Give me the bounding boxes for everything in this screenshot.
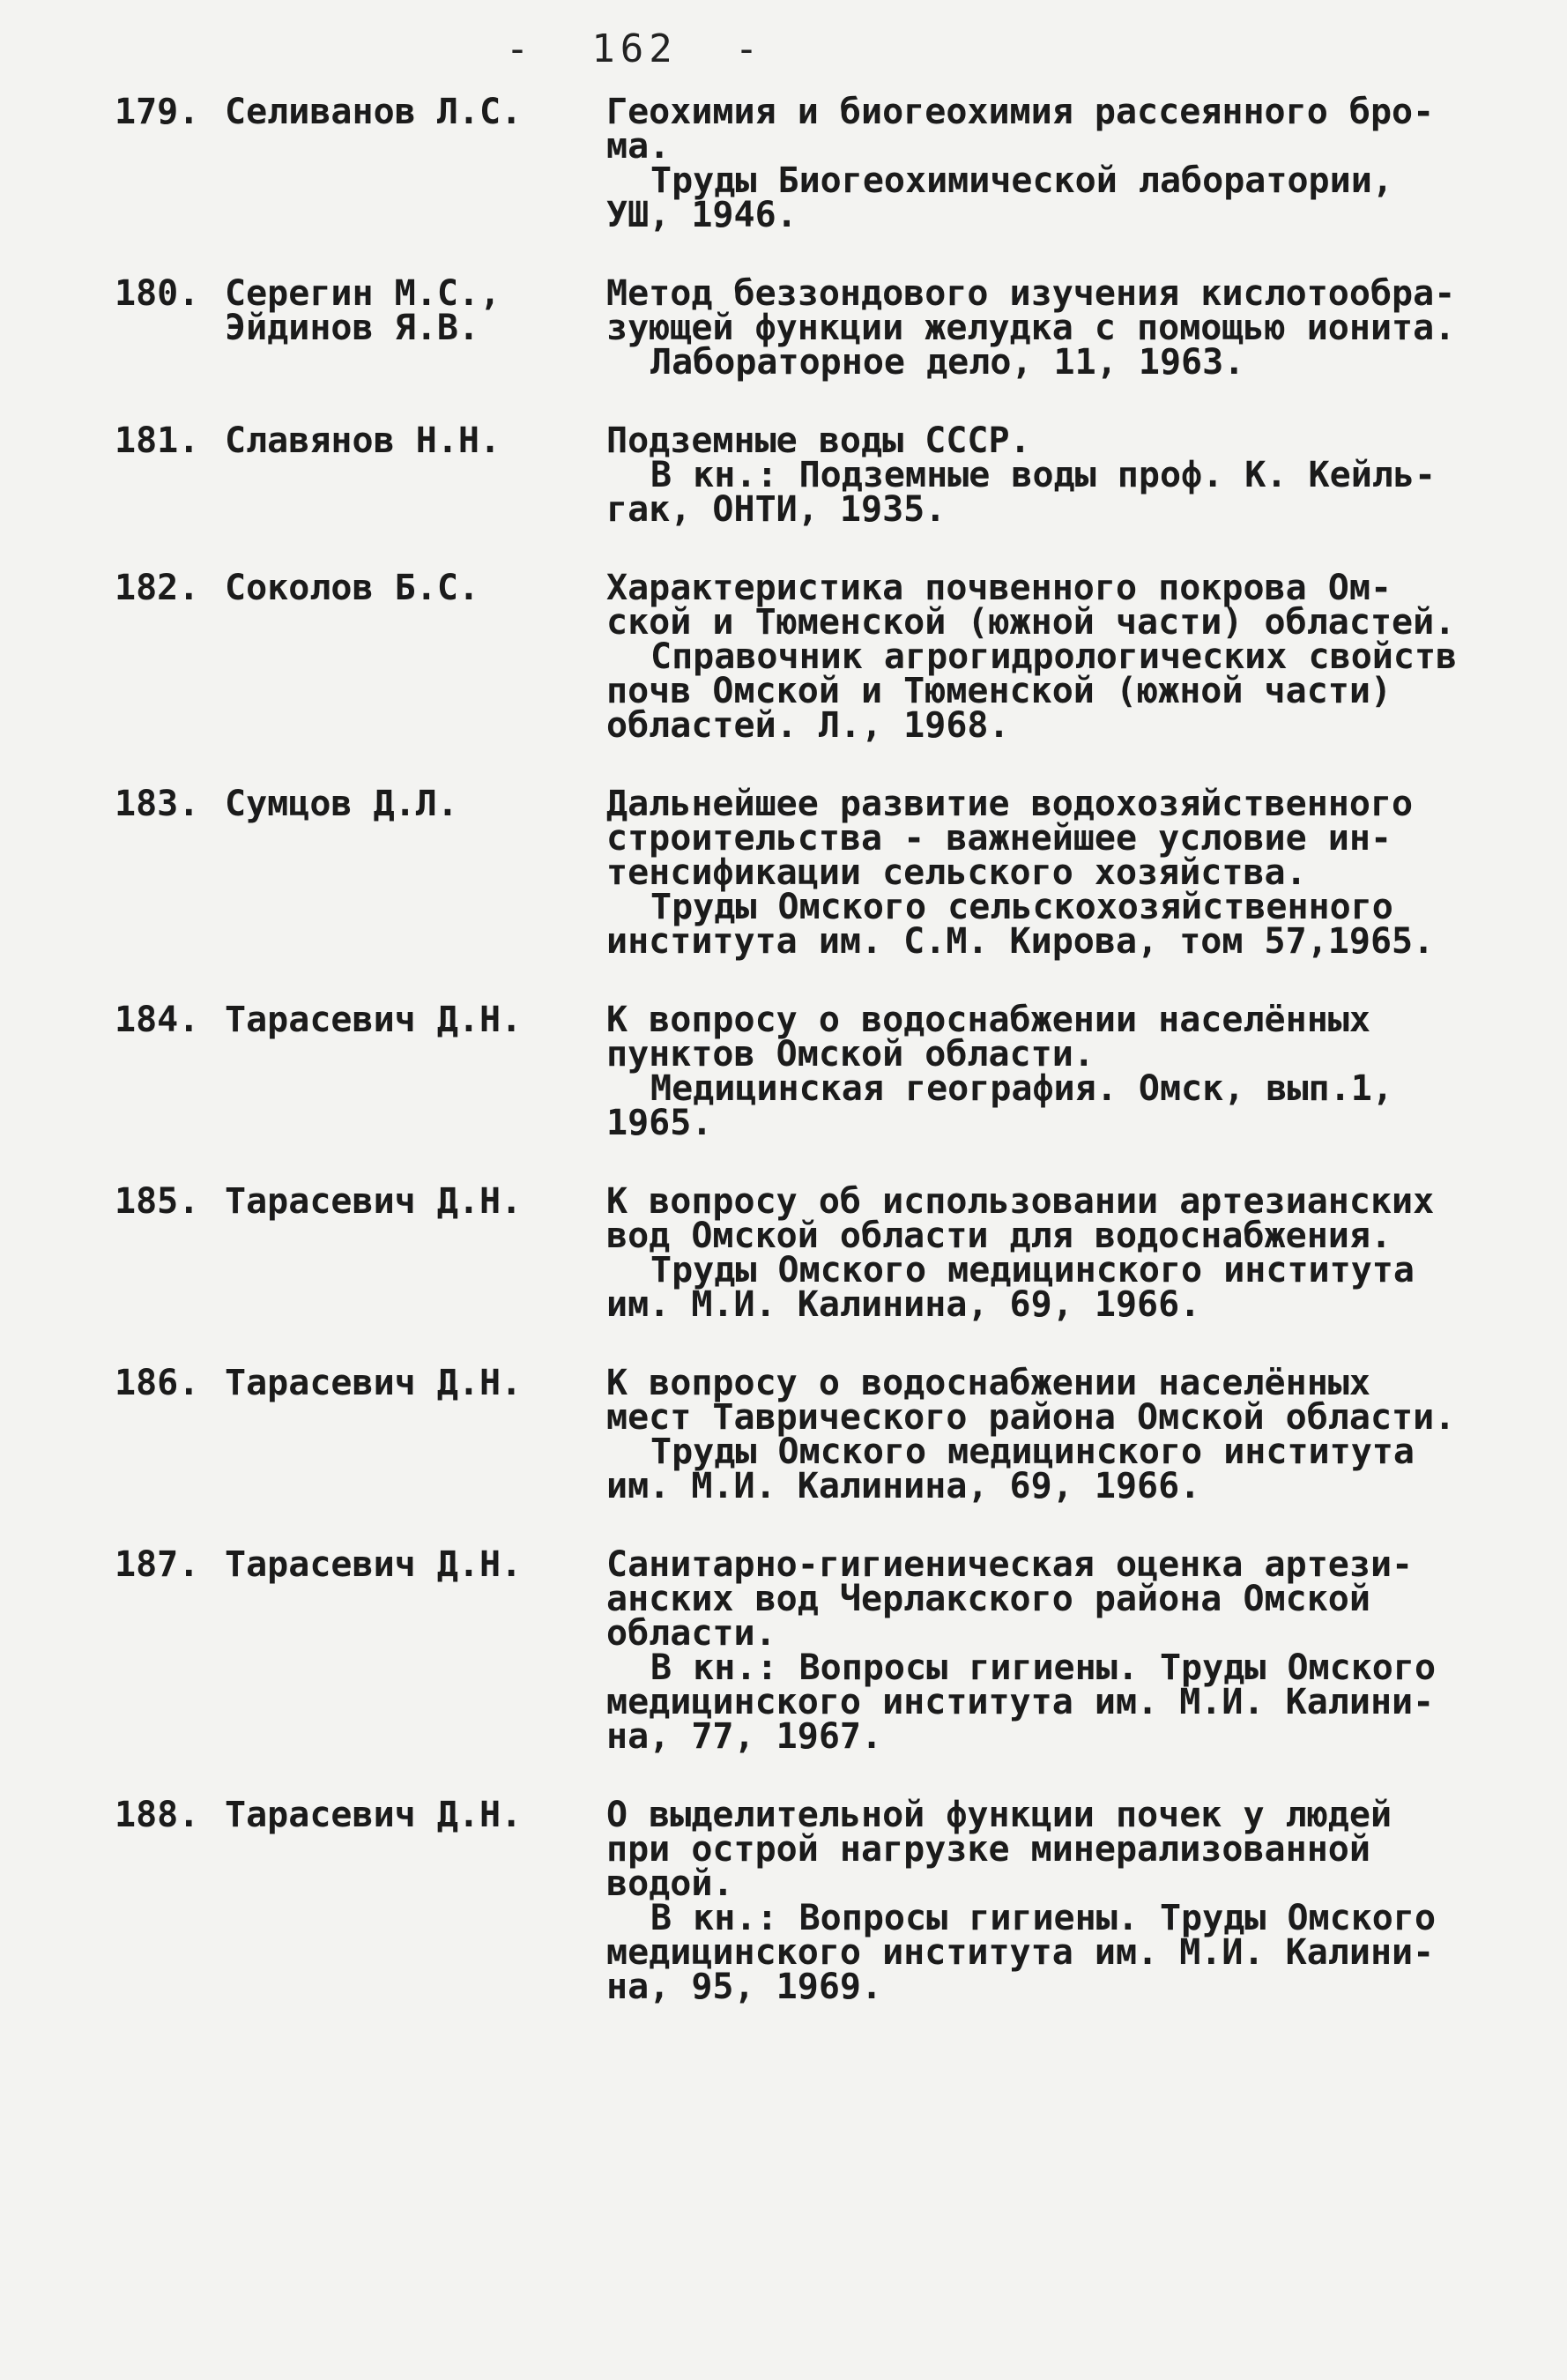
entry-body: [606, 1000, 1470, 1143]
entry-number: 182.: [115, 568, 200, 608]
entry-body: [606, 568, 1470, 746]
entry-source-line: Справочник агрогидрологических свойств: [650, 636, 1458, 677]
entry-source-line: Лабораторное дело, 11, 1963.: [650, 342, 1245, 383]
bibliography-entry: [0, 420, 1567, 530]
entry-authors: [225, 420, 595, 461]
entry-authors: [225, 1181, 595, 1222]
entry-source-line: медицинского института им. М.И. Калини-: [606, 1932, 1435, 1973]
entry-source-line: В кн.: Подземные воды проф. К. Кейль-: [650, 455, 1437, 495]
entry-source-line: на, 77, 1967.: [606, 1716, 883, 1757]
bibliography-entry: [0, 568, 1567, 746]
entry-title-line: Метод беззондового изучения кислотообра-: [606, 273, 1456, 314]
entry-body: [606, 1795, 1470, 2007]
entry-source-line: областей. Л., 1968.: [606, 705, 1010, 746]
entry-body: [606, 420, 1470, 530]
entry-source-line: Труды Омского медицинского института: [650, 1432, 1415, 1472]
entry-number: 183.: [115, 784, 200, 824]
bibliography-entry: [0, 1363, 1567, 1506]
entry-source-line: В кн.: Вопросы гигиены. Труды Омского: [650, 1647, 1437, 1688]
entry-title-line: О выделительной функции почек у людей: [606, 1795, 1392, 1835]
entry-body: [606, 784, 1470, 962]
entry-title-line: мест Таврического района Омской области.: [606, 1397, 1456, 1438]
bibliography-list: [0, 92, 1567, 2007]
entry-title-line: Геохимия и биогеохимия рассеянного бро-: [606, 92, 1435, 132]
entry-source-line: им. М.И. Калинина, 69, 1966.: [606, 1284, 1201, 1325]
author-name: Соколов Б.С.: [225, 568, 479, 608]
entry-title-line: зующей функции желудка с помощью ионита.: [606, 308, 1456, 348]
entry-authors: [225, 1544, 595, 1585]
author-name: Славянов Н.Н.: [225, 420, 501, 461]
entry-title-line: К вопросу о водоснабжении населённых: [606, 1000, 1370, 1040]
entry-title-line: анских вод Черлакского района Омской: [606, 1579, 1370, 1619]
entry-source-line: им. М.И. Калинина, 69, 1966.: [606, 1466, 1201, 1506]
entry-authors: [225, 1795, 595, 1835]
entry-title-line: Дальнейшее развитие водохозяйственного: [606, 784, 1414, 824]
entry-number: 179.: [115, 92, 200, 132]
entry-title-line: строительства - важнейшее условие ин-: [606, 818, 1392, 859]
entry-title-line: тенсификации сельского хозяйства.: [606, 852, 1307, 893]
entry-title-line: Санитарно-гигиеническая оценка артези-: [606, 1544, 1414, 1585]
author-name: Тарасевич Д.Н.: [225, 1544, 523, 1585]
entry-number: 184.: [115, 1000, 200, 1040]
bibliography-entry: [0, 784, 1567, 962]
entry-number: 188.: [115, 1795, 200, 1835]
entry-number: 181.: [115, 420, 200, 461]
entry-body: [606, 1363, 1470, 1506]
entry-number: 186.: [115, 1363, 200, 1403]
author-name: Тарасевич Д.Н.: [225, 1181, 523, 1222]
entry-number: 187.: [115, 1544, 200, 1585]
entry-source-line: Медицинская география. Омск, вып.1,: [650, 1068, 1393, 1109]
author-name: Серегин М.С.,: [225, 273, 501, 314]
entry-source-line: 1965.: [606, 1103, 713, 1143]
entry-authors: [225, 568, 595, 608]
bibliography-entry: [0, 1181, 1567, 1325]
entry-source-line: Труды Омского сельскохозяйственного: [650, 887, 1393, 927]
author-name: Селиванов Л.С.: [225, 92, 523, 132]
entry-source-line: УШ, 1946.: [606, 195, 798, 235]
bibliography-entry: [0, 1544, 1567, 1757]
bibliography-entry: [0, 273, 1567, 383]
entry-title-line: пунктов Омской области.: [606, 1034, 1095, 1075]
bibliography-entry: [0, 92, 1567, 235]
entry-source-line: института им. С.М. Кирова, том 57,1965.: [606, 921, 1435, 962]
page-number: - 162 -: [505, 26, 764, 71]
entry-authors: [225, 273, 595, 348]
author-name: Тарасевич Д.Н.: [225, 1000, 523, 1040]
entry-title-line: ской и Тюменской (южной части) областей.: [606, 602, 1456, 643]
entry-source-line: В кн.: Вопросы гигиены. Труды Омского: [650, 1898, 1437, 1938]
entry-source-line: Труды Биогеохимической лаборатории,: [650, 160, 1393, 201]
entry-source-line: на, 95, 1969.: [606, 1967, 883, 2007]
entry-title-line: К вопросу о водоснабжении населённых: [606, 1363, 1370, 1403]
bibliography-entry: [0, 1795, 1567, 2007]
entry-body: [606, 92, 1470, 235]
author-name: Сумцов Д.Л.: [225, 784, 458, 824]
entry-number: 180.: [115, 273, 200, 314]
entry-authors: [225, 1363, 595, 1403]
entry-title-line: вод Омской области для водоснабжения.: [606, 1216, 1392, 1256]
entry-body: [606, 273, 1470, 383]
entry-source-line: медицинского института им. М.И. Калини-: [606, 1682, 1435, 1722]
entry-source-line: Труды Омского медицинского института: [650, 1250, 1415, 1290]
entry-authors: [225, 784, 595, 824]
author-name: Тарасевич Д.Н.: [225, 1795, 523, 1835]
entry-title-line: при острой нагрузке минерализованной: [606, 1829, 1370, 1870]
entry-body: [606, 1181, 1470, 1325]
entry-source-line: почв Омской и Тюменской (южной части): [606, 671, 1392, 711]
bibliography-entry: [0, 1000, 1567, 1143]
entry-authors: [225, 1000, 595, 1040]
entry-body: [606, 1544, 1470, 1757]
entry-title-line: ма.: [606, 126, 671, 167]
author-name: Эйдинов Я.В.: [225, 308, 479, 348]
entry-title-line: Подземные воды СССР.: [606, 420, 1031, 461]
entry-number: 185.: [115, 1181, 200, 1222]
entry-title-line: области.: [606, 1613, 776, 1654]
entry-title-line: К вопросу об использовании артезианских: [606, 1181, 1435, 1222]
entry-source-line: гак, ОНТИ, 1935.: [606, 489, 947, 530]
entry-title-line: Характеристика почвенного покрова Ом-: [606, 568, 1392, 608]
author-name: Тарасевич Д.Н.: [225, 1363, 523, 1403]
entry-authors: [225, 92, 595, 132]
entry-title-line: водой.: [606, 1863, 734, 1904]
